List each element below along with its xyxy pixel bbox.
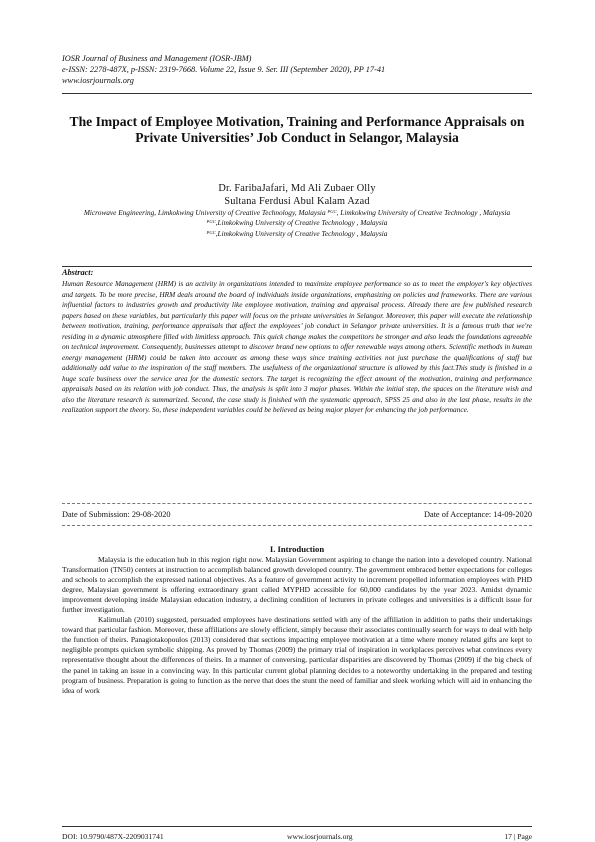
footer-doi: DOI: 10.9790/487X-2209031741 bbox=[62, 832, 164, 841]
abstract-text: Human Resource Management (HRM) is an activity in organizations intended to maximize employee performance so as to meet the employer's key objectives and targets. To be more precise, HRM deals around the board of individuals inside organizations, emphasizing on policies and frameworks. There are various influential factors to industries growth and productivity like employee motivation, training and appraisal process. Already there are few published research papers based on these variables, but particularly this paper will focus on the private universities in Selangor. Moreover, this paper will execute the relationship between motivation, training, performance appraisals that affect the employees’ job conduct in Selangor private universities. It is a famous truth that we're residing in a dynamic atmosphere filled with limitless approach. This quick change makes the competitors be stronger and also leads the foundations agreeable on technical improvement. Consequently, businesses attempt to discover brand new options to offer renewable ways among others. Scientific methods in human energy management (HRM) could be taken into account as among these ways since training activities not just purchase the qualifications of staff but additionally add value to the inspiration of the staff members. The usefulness of the organizational structure is allowed by this fact.This study is finished in a huge scale business over the service area for the domestic sectors. The target is recognizing the effect amount of the motivation, training and performance appraisals based on its relation with job conduct. Thus, the analysis is split into 3 major phases. Within the initial step, the spaces on the literature wish and also the literature research is summarized. Second, the case study is finished with the systematic approach, SPSS 25 and also in the last phase, results in the realization support the theory. So, these independent variables could be believed as being major player for enhancing the job performance. bbox=[62, 279, 532, 414]
header-rule bbox=[62, 93, 532, 94]
affiliation-3: $^{PGC}$,Limkokwing University of Creative Technology , Malaysia bbox=[206, 228, 388, 238]
dates-bottom-divider bbox=[62, 525, 532, 526]
abstract-top-rule bbox=[62, 266, 532, 267]
acceptance-date: Date of Acceptance: 14-09-2020 bbox=[423, 510, 532, 519]
paragraph-1: Malaysia is the education hub in this region right now. Malaysian Government aspiring to change the nation into a developed country. National Transformation (TN50) centers at instruction to accomplish balanced growth developed country. The government embraced better expectations for colleges and schools to accomplish the expressed national objectives. As a feature of government activity to increment propelled information employees with PHD degree, Malaysian government is offering extraordinary grant called MYPHD accessible for 60,000 candidates by the year 2023. Amidst dynamic improvement developing inside Malaysian education industry, a declining condition of lecturers in private colleges and universities is a difficult issue for further investigation. bbox=[62, 555, 532, 615]
journal-name: IOSR Journal of Business and Management (IOSR-JBM) bbox=[62, 54, 252, 63]
affiliation-2: $^{PGC}$,Limkokwing University of Creative Technology , Malaysia bbox=[206, 218, 388, 228]
journal-header bbox=[62, 53, 532, 87]
authors-line-1: Dr. FaribaJafari, Md Ali Zubaer Olly bbox=[218, 183, 376, 194]
authors-line-2: Sultana Ferdusi Abul Kalam Azad bbox=[224, 195, 370, 207]
dates-top-divider bbox=[62, 503, 532, 504]
submission-date: Date of Submission: 29-08-2020 bbox=[62, 510, 171, 519]
footer-rule bbox=[62, 826, 532, 827]
author-list bbox=[62, 183, 532, 208]
introduction-body bbox=[62, 555, 532, 696]
abstract-label: Abstract: bbox=[62, 268, 94, 277]
affiliations bbox=[62, 208, 532, 239]
journal-issn: e-ISSN: 2278-487X, p-ISSN: 2319-7668. Volume 22, Issue 9. Ser. III (September 2020), PP 17-41 bbox=[62, 65, 386, 75]
footer-website[interactable]: www.iosrjournals.org bbox=[287, 832, 353, 841]
journal-website[interactable]: www.iosrjournals.org bbox=[62, 76, 134, 86]
paragraph-2: Kalimullah (2010) suggested, persuaded employees have destinations settled with any of the affiliation in addition to paths their undertakings toward that particular fashion. Moreover, these affiliations are slowly efficient, simply because their associates continually search for ways to deal with help the function of theirs. Panagiotakopoulos (2013) considered that sections impacting employee motivation at a time where money related gifts are kept to negligible prompts quicken symbolic shipping. As proved by Thomas (2009) the primary trial of inspiration in workplaces perceives what convinces every representative thought about the differences of theirs. In a manner of conversing, particular disparities are discovered by Thomas (2009) if the big check of the panel in taking an issue in a convincing way. In this particular current global planning decides to a noteworthy undertaking in the prepared and testing program of business. Preparation is going to function as the nerve that does the stunt the need of familiar and sleek working which will aid in enhancing the idea of work bbox=[62, 615, 532, 695]
affiliation-1: Microwave Engineering, Limkokwing University of Creative Technology, Malaysia $^{PGC}$, Limkokwing University of Creative Technology , Malaysia bbox=[83, 208, 511, 217]
footer-page-number: 17 | Page bbox=[504, 832, 532, 841]
section-heading: I. Introduction bbox=[269, 544, 325, 554]
paper-title: The Impact of Employee Motivation, Training and Performance Appraisals on Private Universities’ Job Conduct in Selangor, Malaysia bbox=[69, 114, 525, 145]
